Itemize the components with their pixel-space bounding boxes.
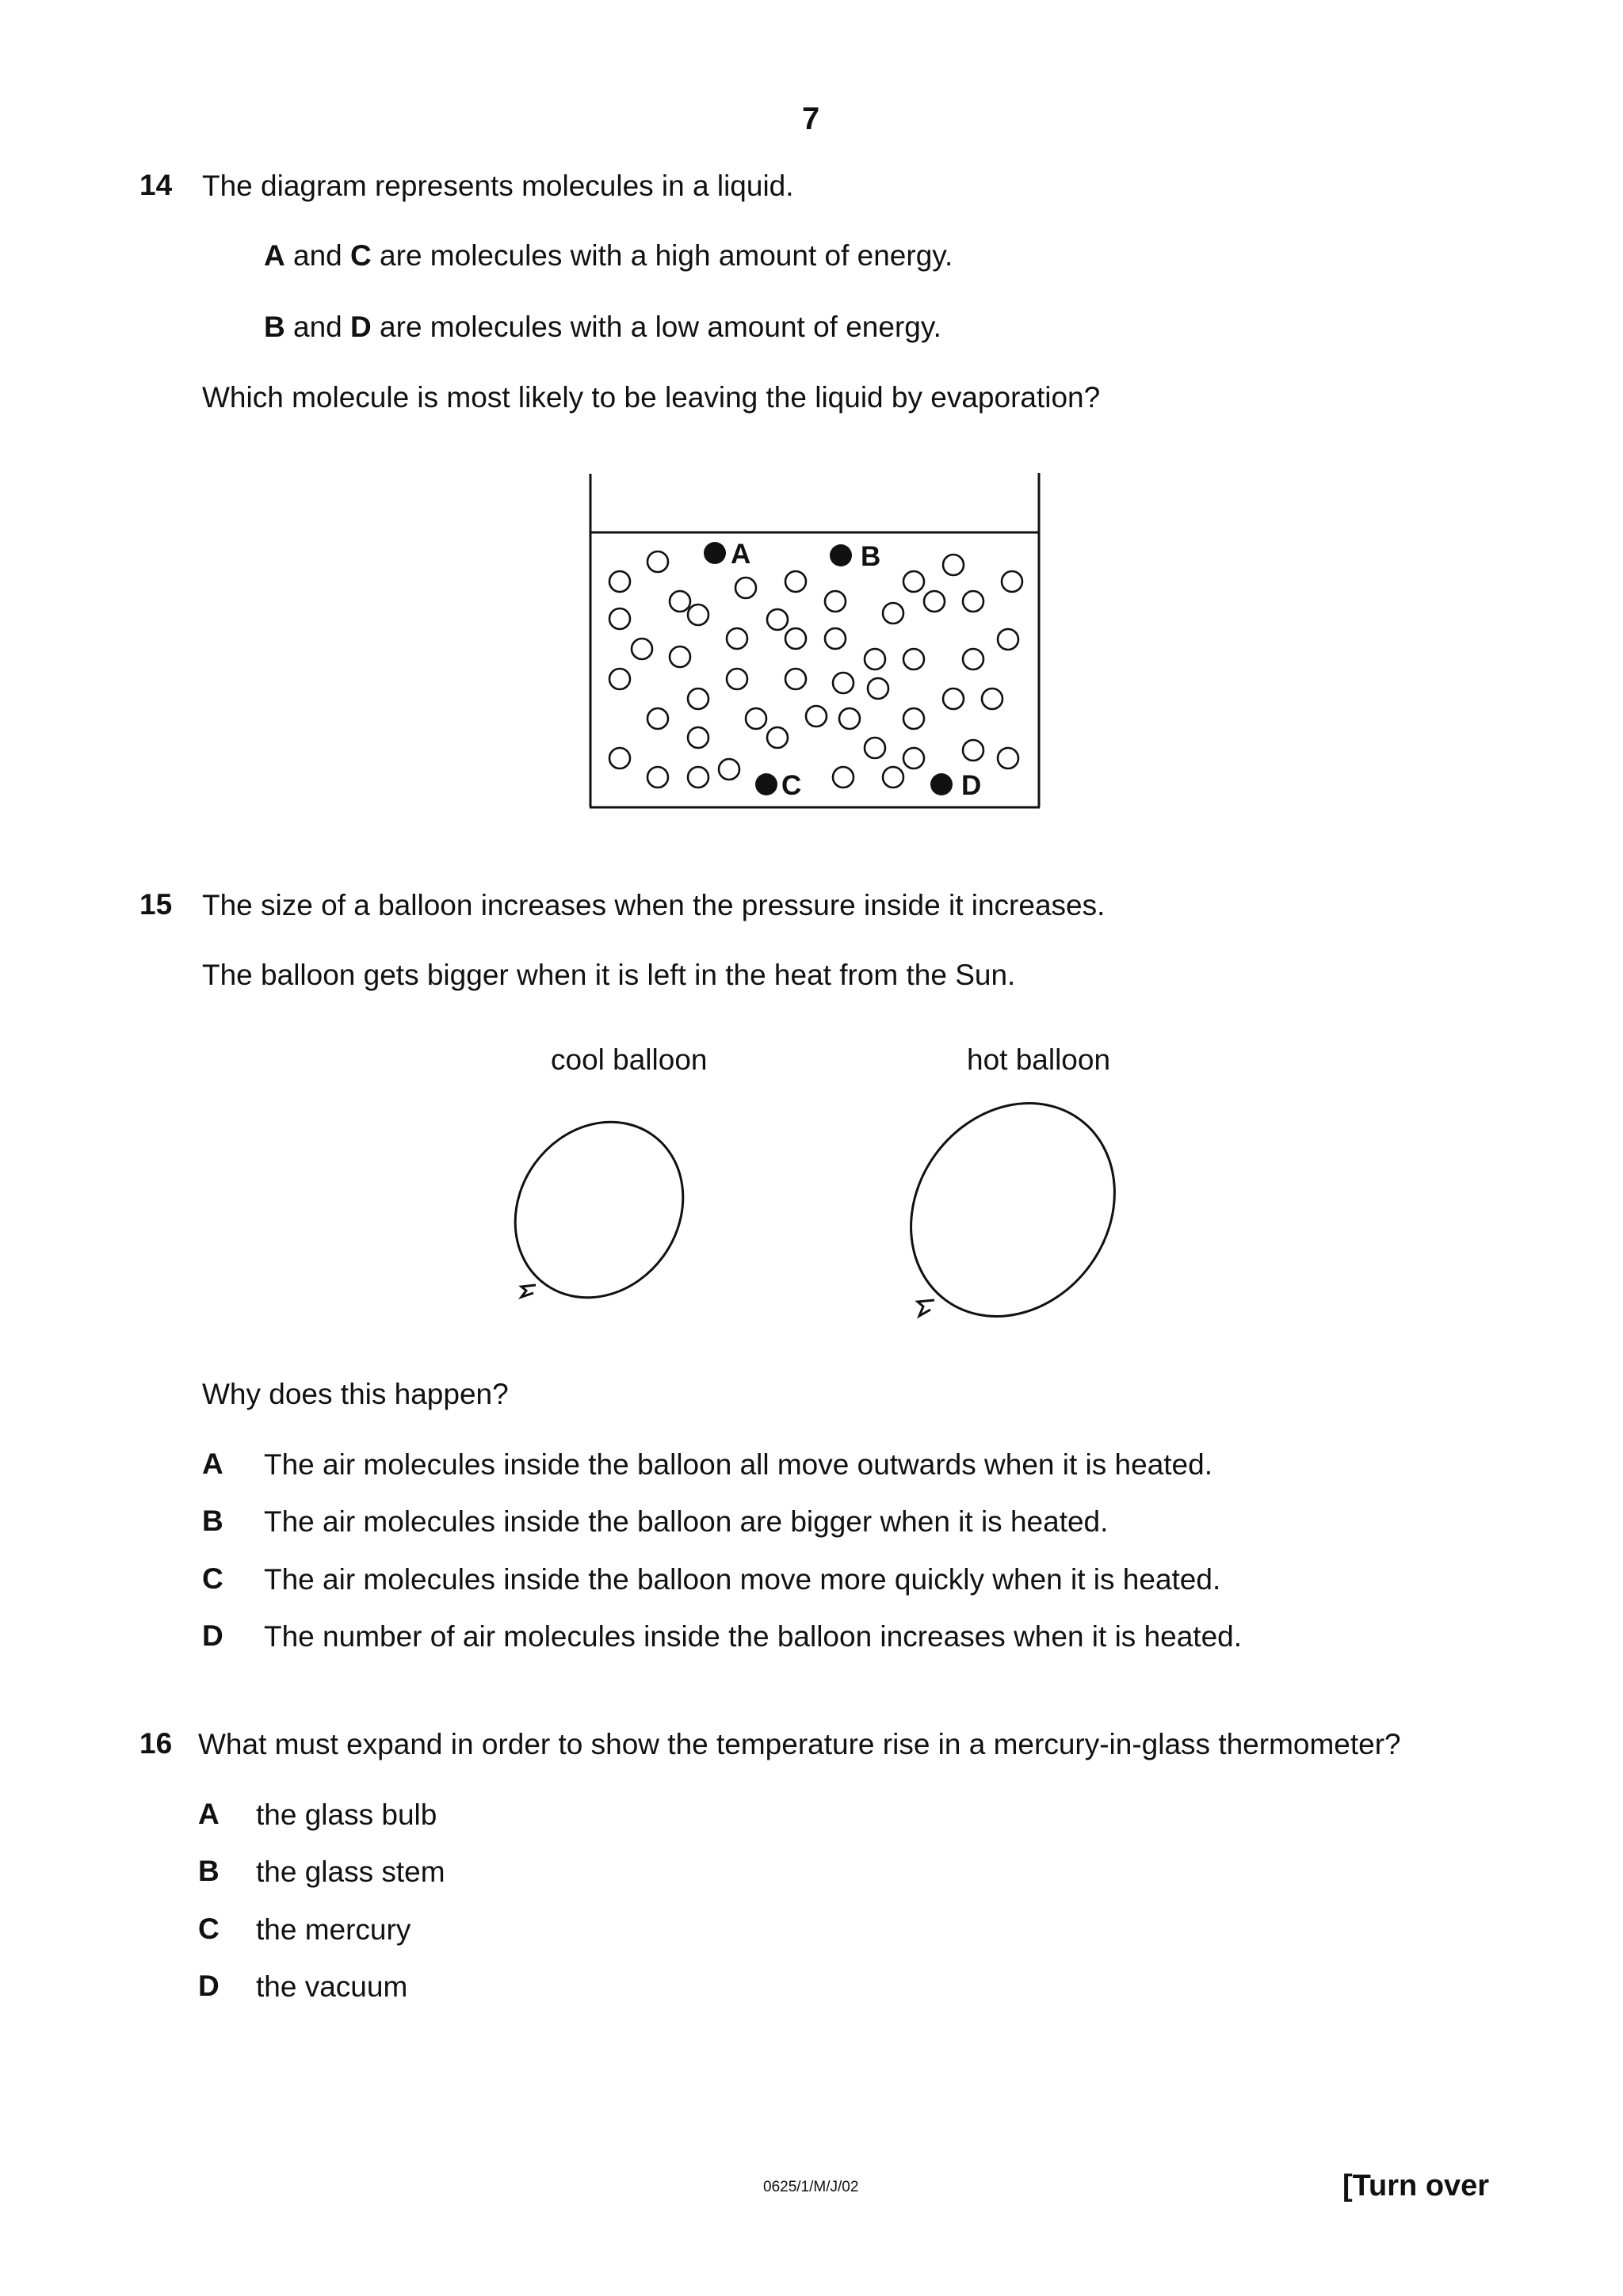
question-number: 14 [139,169,173,201]
molecule [1002,571,1022,592]
label-d: D [961,770,982,801]
molecule [647,551,668,572]
molecule [727,669,747,689]
molecule [865,649,885,669]
statement-high-energy [264,238,953,273]
molecules-diagram [579,467,1054,816]
hot-balloon-label: hot balloon [967,1043,1111,1076]
molecule [943,555,964,575]
molecule [833,673,854,693]
molecule-a [704,542,726,564]
molecule [609,571,630,592]
molecule [727,628,747,649]
molecule [963,591,983,612]
conjunction: and [285,239,351,272]
option-text: The air molecules inside the balloon are bigger when it is heated. [264,1505,1109,1538]
question-number: 16 [139,1727,173,1760]
question-intro: The size of a balloon increases when the pressure inside it increases. [202,889,1106,921]
molecule [670,646,690,667]
question-text: What must expand in order to show the temperature rise in a mercury-in-glass thermometer? [198,1728,1401,1760]
statement-text: are molecules with a high amount of energy. [371,239,953,272]
question-intro: The diagram represents molecules in a liquid. [202,170,794,202]
molecule-letter: A [264,239,285,272]
molecule [825,591,846,612]
low-energy-molecules-group [609,551,1022,788]
question-text: Why does this happen? [202,1378,509,1410]
balloons-diagram [507,1093,1125,1331]
molecule [833,767,854,788]
statement-text: are molecules with a low amount of energy. [371,311,941,343]
option-letter: D [202,1619,223,1652]
option-letter: A [198,1798,220,1830]
page-number: 7 [802,101,820,136]
option-letter: C [198,1913,220,1945]
molecule [670,591,690,612]
molecule [785,571,806,592]
molecule [785,628,806,649]
molecule [903,649,924,669]
molecule [839,708,860,729]
molecule-b [830,544,852,566]
molecule-letter: B [264,311,285,343]
molecule [963,649,983,669]
statement-low-energy [264,310,941,345]
option-letter: B [202,1505,223,1537]
molecule-letter: D [350,311,372,343]
molecule [609,748,630,769]
cool-balloon-label: cool balloon [551,1043,708,1076]
molecule [688,727,708,748]
molecule [868,678,888,699]
option-letter: D [198,1970,220,2002]
turn-over-text: [Turn over [1342,2169,1490,2203]
option-text: the mercury [256,1913,411,1946]
molecule [647,767,668,788]
molecule [735,578,756,598]
paper-code: 0625/1/M/J/02 [763,2179,859,2195]
molecule [924,591,945,612]
question-text: Which molecule is most likely to be leaving the liquid by evaporation? [202,381,1101,414]
molecule [609,608,630,629]
molecule-letter: C [350,239,372,272]
molecule-d [930,773,953,795]
molecule [632,639,652,659]
conjunction: and [285,311,351,343]
molecule [883,767,903,788]
molecule [982,688,1002,709]
molecule [963,740,983,761]
molecule [903,571,924,592]
option-text: the glass bulb [256,1798,437,1831]
molecule [719,759,739,780]
question-context: The balloon gets bigger when it is left in the heat from the Sun. [202,959,1016,991]
option-letter: A [202,1447,223,1480]
molecule [806,706,827,727]
option-text: the vacuum [256,1970,408,2003]
molecule [647,708,668,729]
molecule [746,708,766,729]
molecule [688,605,708,625]
label-c: C [781,770,802,801]
molecule [609,669,630,689]
label-a: A [731,539,751,570]
hot-balloon [869,1093,1125,1331]
molecule-c [755,773,777,795]
option-text: the glass stem [256,1855,445,1888]
molecule [998,748,1018,769]
option-text: The number of air molecules inside the balloon increases when it is heated. [264,1620,1243,1653]
molecule [998,629,1018,650]
molecule [865,738,885,758]
molecule [825,628,846,649]
molecule [688,767,708,788]
molecule [688,688,708,709]
label-b: B [861,541,881,572]
option-letter: B [198,1855,220,1887]
molecule [767,727,788,748]
option-text: The air molecules inside the balloon move more quickly when it is heated. [264,1563,1221,1596]
hot-balloon-knot [918,1300,934,1316]
molecule [767,609,788,630]
option-text: The air molecules inside the balloon all move outwards when it is heated. [264,1448,1212,1481]
molecule [785,669,806,689]
cool-balloon [507,1093,717,1331]
molecule [883,603,903,624]
question-number: 15 [139,888,173,921]
option-letter: C [202,1562,223,1595]
cool-balloon-knot [521,1285,536,1297]
molecule [903,708,924,729]
molecule [943,688,964,709]
molecule [903,748,924,769]
